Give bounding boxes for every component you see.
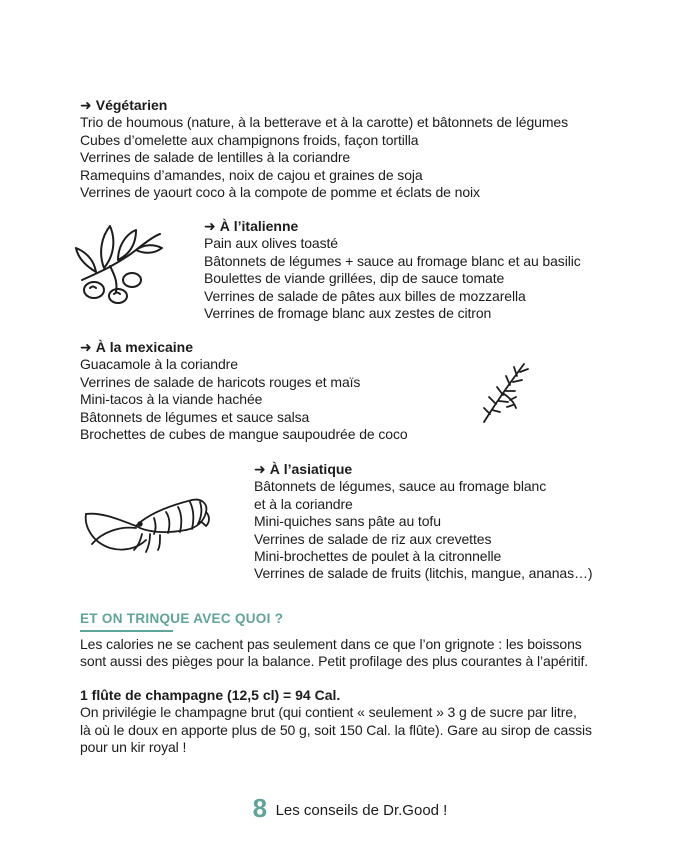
menu-item: Mini-quiches sans pâte au tofu bbox=[254, 513, 441, 530]
page-footer bbox=[0, 793, 700, 824]
arrow-icon: ➜ bbox=[254, 461, 266, 477]
section-title: ET ON TRINQUE AVEC QUOI ? bbox=[80, 611, 284, 626]
menu-heading: ➜ À l’italienne bbox=[204, 218, 299, 234]
menu-italienne bbox=[204, 218, 581, 322]
menu-item: Mini-brochettes de poulet à la citronnelle bbox=[254, 548, 502, 565]
menu-item: Verrines de salade de fruits (litchis, mangue, ananas…) bbox=[254, 565, 593, 582]
drink-entry bbox=[80, 687, 592, 756]
menu-item: Verrines de fromage blanc aux zestes de citron bbox=[204, 305, 492, 322]
menu-item: Trio de houmous (nature, à la betterave et à la carotte) et bâtonnets de légumes bbox=[80, 114, 568, 131]
olive-branch-icon bbox=[74, 222, 166, 304]
menu-vegetarien bbox=[80, 97, 568, 201]
menu-item: Mini-tacos à la viande hachée bbox=[80, 391, 263, 408]
menu-item: Verrines de salade de riz aux crevettes bbox=[254, 530, 492, 547]
menu-heading: ➜ À la mexicaine bbox=[80, 339, 194, 355]
drink-title: 1 flûte de champagne (12,5 cl) = 94 Cal. bbox=[80, 687, 341, 703]
menu-item: Guacamole à la coriandre bbox=[80, 356, 238, 373]
page-number: 8 bbox=[252, 793, 268, 823]
menu-item: Verrines de salade de haricots rouges et maïs bbox=[80, 373, 361, 390]
menu-item: Bâtonnets de légumes, sauce au fromage blanc bbox=[254, 478, 547, 495]
shrimp-icon bbox=[80, 482, 212, 554]
paragraph-line: là où le doux en apporte plus de 50 g, soit 150 Cal. la flûte). Gare au sirop de cassis bbox=[80, 721, 592, 738]
arrow-icon: ➜ bbox=[204, 218, 216, 234]
rosemary-sprig-icon bbox=[480, 358, 532, 426]
menu-item: Verrines de salade de lentilles à la coriandre bbox=[80, 149, 351, 166]
menu-item: Verrines de yaourt coco à la compote de pomme et éclats de noix bbox=[80, 184, 480, 201]
menu-item: Boulettes de viande grillées, dip de sauce tomate bbox=[204, 270, 505, 287]
menu-asiatique bbox=[254, 461, 592, 583]
menu-item: Verrines de salade de pâtes aux billes de mozzarella bbox=[204, 287, 526, 304]
paragraph-line: Les calories ne se cachent pas seulement dans ce que l’on grignote : les boissons bbox=[80, 636, 582, 652]
menu-item: Pain aux olives toasté bbox=[204, 235, 338, 252]
section-rule bbox=[80, 630, 173, 632]
paragraph-line: pour un kir royal ! bbox=[80, 738, 187, 755]
menu-item: Bâtonnets de légumes + sauce au fromage blanc et au basilic bbox=[204, 252, 581, 269]
arrow-icon: ➜ bbox=[80, 97, 92, 113]
paragraph-line: sont aussi des pièges pour la balance. Petit profilage des plus courantes à l’apéritif. bbox=[80, 653, 589, 670]
paragraph-line: On privilégie le champagne brut (qui contient « seulement » 3 g de sucre par litre, bbox=[80, 704, 577, 721]
book-title: Les conseils de Dr.Good ! bbox=[275, 802, 448, 819]
section-intro bbox=[80, 636, 588, 670]
menu-item: Cubes d’omelette aux champignons froids, façon tortilla bbox=[80, 131, 419, 148]
menu-heading: ➜ À l’asiatique bbox=[254, 461, 353, 477]
menu-heading: ➜ Végétarien bbox=[80, 97, 168, 113]
menu-item: et à la coriandre bbox=[254, 495, 353, 512]
menu-item: Brochettes de cubes de mangue saupoudrée de coco bbox=[80, 426, 408, 443]
menu-item: Ramequins d’amandes, noix de cajou et graines de soja bbox=[80, 166, 423, 183]
menu-mexicaine bbox=[80, 339, 408, 443]
menu-item: Bâtonnets de légumes et sauce salsa bbox=[80, 408, 310, 425]
arrow-icon: ➜ bbox=[80, 339, 92, 355]
